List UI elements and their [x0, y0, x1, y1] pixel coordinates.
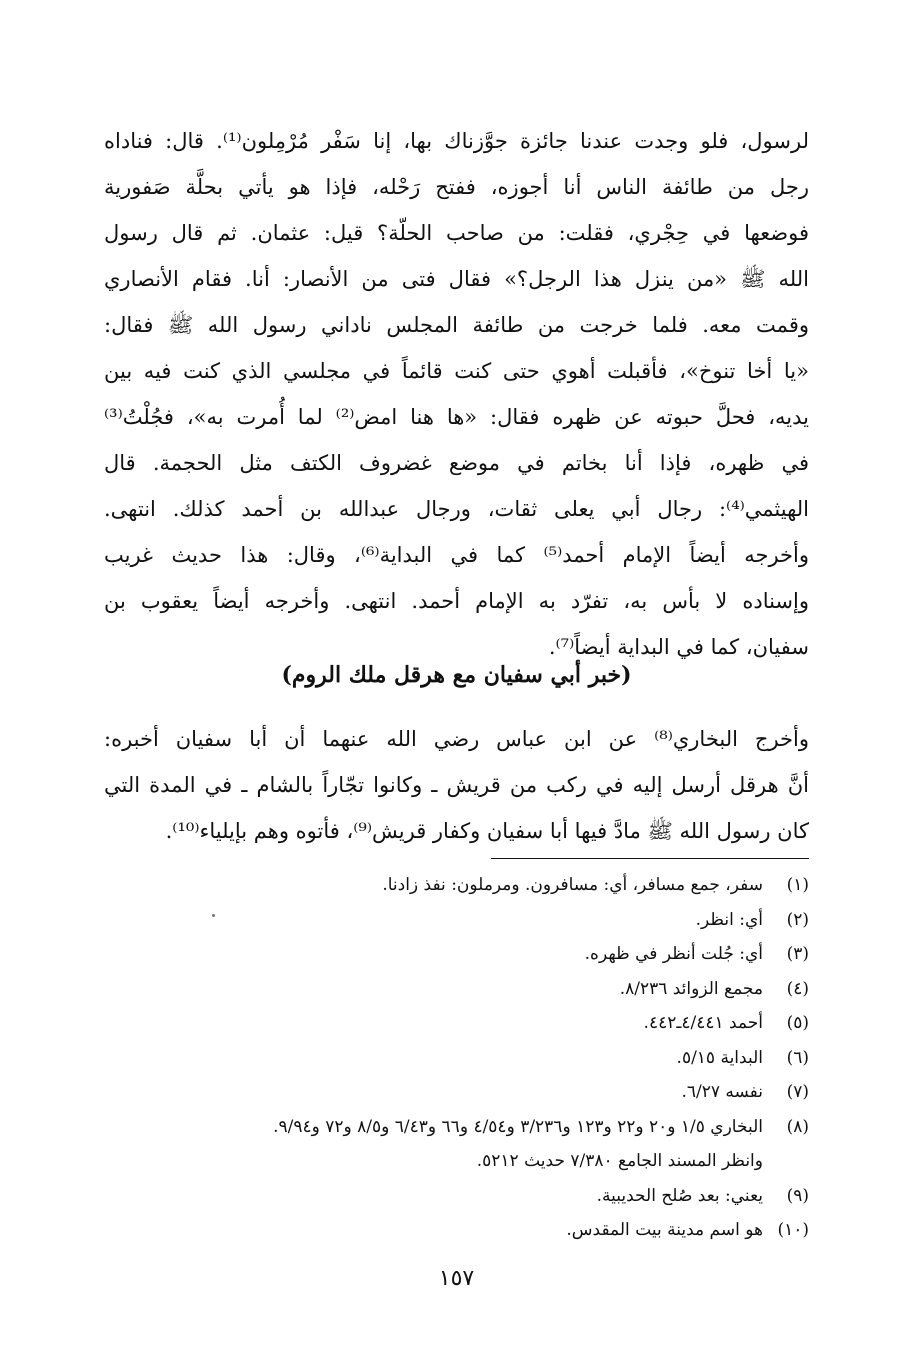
text-line: الهيثمي⁽⁴⁾: رجال أبي يعلى ثقات، ورجال عبدالله بن أحمد كذلك. انتهى.	[104, 497, 809, 521]
text-line: سفيان، كما في البداية أيضاً⁽⁷⁾.	[548, 635, 809, 659]
footnote-number: (٨)	[786, 1116, 809, 1137]
footnote	[104, 1006, 809, 1041]
text-line: «يا أخا تنوخ»، فأقبلت أهوي حتى كنت قائماً في مجلسي الذي كنت فيه بين	[104, 359, 809, 383]
footnote	[104, 937, 809, 972]
footnote	[104, 1110, 809, 1145]
footnote-text: أي: جُلت أنظر في ظهره.	[584, 944, 763, 964]
text-line: فوضعها في حِجْري، فقلت: من صاحب الحلّة؟ قيل: عثمان. ثم قال رسول	[104, 221, 809, 245]
footnote-text: مجمع الزوائد ٨/٢٣٦.	[619, 978, 763, 999]
text-line: وأخرج البخاري⁽⁸⁾ عن ابن عباس رضي الله عنهما أن أبا سفيان أخبره:	[104, 727, 809, 751]
footnote-text: نفسه ٦/٢٧.	[681, 1082, 763, 1102]
footnote-number: (٦)	[786, 1047, 809, 1068]
page-number: ١٥٧	[438, 1266, 475, 1291]
footnote-text: يعني: بعد صُلح الحديبية.	[596, 1185, 763, 1206]
footnote-text: أي: انظر.	[695, 909, 763, 930]
footnote	[104, 972, 809, 1007]
text-line: رجل من طائفة الناس أنا أجوزه، ففتح رَحْله، فإذا هو يأتي بحلَّة صَفورية	[104, 175, 809, 199]
text-line: وقمت معه. فلما خرجت من طائفة المجلس ناداني رسول الله ﷺ فقال:	[104, 313, 809, 337]
section-heading: (خبر أبي سفيان مع هرقل ملك الروم)	[281, 662, 632, 688]
footnote-number: (١)	[786, 875, 809, 895]
footnote-number: (٩)	[786, 1185, 809, 1206]
footnote-divider	[491, 858, 809, 859]
text-line: وأخرجه أيضاً الإمام أحمد⁽⁵⁾ كما في البداية⁽⁶⁾، وقال: هذا حديث غريب	[104, 543, 809, 567]
scan-speck	[212, 914, 215, 917]
footnote	[104, 903, 809, 938]
footnote-number: (٢)	[786, 909, 809, 930]
footnote-number: (٧)	[786, 1082, 809, 1102]
footnote-text: أحمد ٤/٤٤١ـ٤٤٢.	[643, 1013, 763, 1033]
text-line: كان رسول الله ﷺ مادَّ فيها أبا سفيان وكفار قريش⁽⁹⁾، فأتوه وهم بإيلياء⁽¹⁰⁾.	[165, 819, 809, 843]
text-line: وإسناده لا بأس به، تفرّد به الإمام أحمد. انتهى. وأخرجه أيضاً يعقوب بن	[104, 589, 809, 613]
text-line: في ظهره، فإذا أنا بخاتم في موضع غضروف الكتف مثل الحجمة. قال	[104, 451, 809, 475]
text-line: الله ﷺ «من ينزل هذا الرجل؟» فقال فتى من الأنصار: أنا. فقام الأنصاري	[104, 267, 809, 291]
section-text	[104, 716, 809, 854]
footnote-continuation	[104, 1144, 809, 1179]
footnotes-list	[104, 868, 809, 1248]
footnote-text: البداية ٥/١٥.	[676, 1047, 763, 1068]
footnote-text: هو اسم مدينة بيت المقدس.	[566, 1220, 763, 1240]
footnote-number: (٣)	[786, 944, 809, 964]
footnote	[104, 1213, 809, 1248]
footnote	[104, 1075, 809, 1110]
footnote-text: البخاري ١/٥ و٢٠ و٢٢ و١٢٣ و٣/٢٣٦ و٤/٥٤ و٦٦ و٦/٤٣ و٨/٥ و٧٢ و٩/٩٤.	[273, 1116, 763, 1137]
footnote-number: (١٠)	[777, 1220, 809, 1240]
footnote-text: سفر، جمع مسافر، أي: مسافرون. ومرملون: نفذ زادنا.	[382, 875, 763, 895]
footnote-number: (٤)	[786, 978, 809, 999]
main-text	[104, 118, 809, 670]
text-line: أنَّ هرقل أرسل إليه في ركب من قريش ـ وكانوا تجّاراً بالشام ـ في المدة التي	[104, 773, 809, 797]
footnote	[104, 868, 809, 903]
footnote	[104, 1041, 809, 1076]
footnote	[104, 1179, 809, 1214]
footnote-text: وانظر المسند الجامع ٧/٣٨٠ حديث ٥٢١٢.	[476, 1151, 763, 1171]
footnote-number: (٥)	[786, 1013, 809, 1033]
text-line: يديه، فحلَّ حبوته عن ظهره فقال: «ها هنا امض⁽²⁾ لما أُمرت به»، فجُلْتُ⁽³⁾	[104, 405, 809, 429]
text-line: لرسول، فلو وجدت عندنا جائزة جوَّزناك بها، إنا سَفْر مُرْمِلون⁽¹⁾. قال: فناداه	[104, 129, 809, 153]
